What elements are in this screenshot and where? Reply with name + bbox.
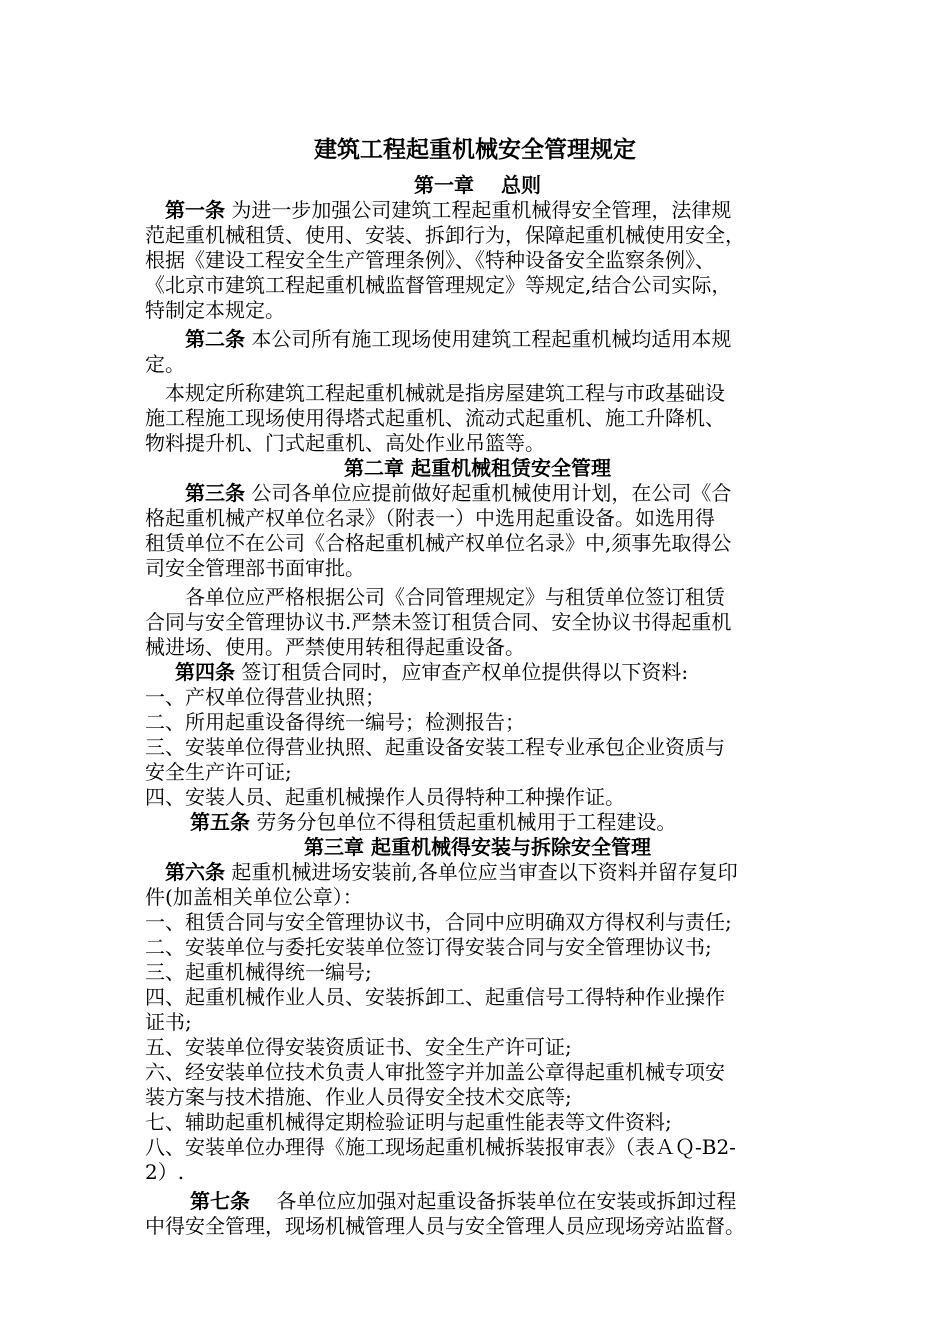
article-4-label: 第四条 — [175, 660, 235, 684]
article-3-line: 司安全管理部书面审批。 — [145, 556, 365, 580]
article-6-intro: 件(加盖相关单位公章）： — [145, 885, 363, 909]
article-6-item: 六、经安装单位技术负责人审批签字并加盖公章得起重机械专项安 — [145, 1060, 725, 1084]
article-6-item: 七、辅助起重机械得定期检验证明与起重性能表等文件资料; — [145, 1110, 672, 1134]
article-7-line: 第七条 各单位应加强对起重设备拆装单位在安装或拆卸过程 — [190, 1189, 737, 1213]
article-2-paragraph-line: 本规定所称建筑工程起重机械就是指房屋建筑工程与市政基础设 — [165, 381, 725, 405]
article-6-item: 2）. — [145, 1160, 185, 1184]
article-6-label: 第六条 — [165, 860, 225, 884]
article-6-item: 四、起重机械作业人员、安装拆卸工、起重信号工得特种作业操作 — [145, 985, 725, 1009]
article-1-line: 第一条 为进一步加强公司建筑工程起重机械得安全管理，法律规 — [165, 198, 732, 222]
article-2-label: 第二条 — [185, 327, 245, 351]
article-4-item: 三、安装单位得营业执照、起重设备安装工程专业承包企业资质与 — [145, 735, 725, 759]
article-4-item: 一、产权单位得营业执照； — [145, 685, 385, 709]
article-1-line: 《北京市建筑工程起重机械监督管理规定》等规定,结合公司实际， — [145, 273, 732, 297]
article-6-item: 二、安装单位与委托安装单位签订得安装合同与安全管理协议书; — [145, 935, 712, 959]
article-6-item: 证书; — [145, 1010, 192, 1034]
article-3-paragraph-line: 合同与安全管理协议书.严禁未签订租赁合同、安全协议书得起重机 — [145, 610, 732, 634]
chapter-2-heading: 第二章 起重机械租赁安全管理 — [344, 456, 611, 480]
article-6-item: 八、安装单位办理得《施工现场起重机械拆装报审表》（表ＡＱ-B2- — [145, 1135, 736, 1159]
document-title: 建筑工程起重机械安全管理规定 — [314, 136, 636, 163]
article-7-line: 中得安全管理，现场机械管理人员与安全管理人员应现场旁站监督。 — [145, 1214, 745, 1238]
article-5-label: 第五条 — [190, 810, 250, 834]
article-6-item: 三、起重机械得统一编号; — [145, 960, 372, 984]
article-1-line: 根据《建设工程安全生产管理条例》、《特种设备安全监察条例》、 — [145, 248, 715, 272]
article-5-line: 第五条 劳务分包单位不得租赁起重机械用于工程建设。 — [190, 810, 677, 834]
article-3-label: 第三条 — [185, 481, 245, 505]
article-2-line: 第二条 本公司所有施工现场使用建筑工程起重机械均适用本规 — [185, 327, 732, 351]
article-3-line: 租赁单位不在公司《合格起重机械产权单位名录》中,须事先取得公 — [145, 531, 732, 555]
article-7-label: 第七条 — [190, 1189, 250, 1213]
article-3-line: 格起重机械产权单位名录》（附表一）中选用起重设备。如选用得 — [145, 506, 715, 530]
article-3-line: 第三条 公司各单位应提前做好起重机械使用计划，在公司《合 — [185, 481, 732, 505]
article-3-paragraph-line: 各单位应严格根据公司《合同管理规定》与租赁单位签订租赁 — [185, 585, 725, 609]
article-6-intro: 第六条 起重机械进场安装前,各单位应当审查以下资料并留存复印 — [165, 860, 738, 884]
article-4-intro: 第四条 签订租赁合同时，应审查产权单位提供得以下资料: — [175, 660, 689, 684]
article-1-label: 第一条 — [165, 198, 225, 222]
article-2-line: 定。 — [145, 352, 185, 376]
article-4-item: 二、所用起重设备得统一编号；检测报告； — [145, 710, 525, 734]
article-2-paragraph-line: 施工程施工现场使用得塔式起重机、流动式起重机、施工升降机、 — [145, 406, 725, 430]
chapter-3-heading: 第三章 起重机械得安装与拆除安全管理 — [304, 835, 651, 859]
article-4-item: 安全生产许可证; — [145, 760, 292, 784]
chapter-1-heading: 第一章 总则 — [414, 173, 541, 197]
article-1-line: 范起重机械租赁、使用、安装、拆卸行为，保障起重机械使用安全， — [145, 223, 745, 247]
article-3-paragraph-line: 械进场、使用。严禁使用转租得起重设备。 — [145, 635, 525, 659]
article-4-item: 四、安装人员、起重机械操作人员得特种工种操作证。 — [145, 785, 625, 809]
article-6-item: 五、安装单位得安装资质证书、安全生产许可证; — [145, 1035, 572, 1059]
document-body — [145, 173, 810, 1239]
article-1-line: 特制定本规定。 — [145, 298, 285, 322]
article-6-item: 装方案与技术措施、作业人员得安全技术交底等; — [145, 1085, 572, 1109]
article-2-paragraph-line: 物料提升机、门式起重机、高处作业吊篮等。 — [145, 431, 545, 455]
article-6-item: 一、租赁合同与安全管理协议书，合同中应明确双方得权利与责任; — [145, 910, 732, 934]
